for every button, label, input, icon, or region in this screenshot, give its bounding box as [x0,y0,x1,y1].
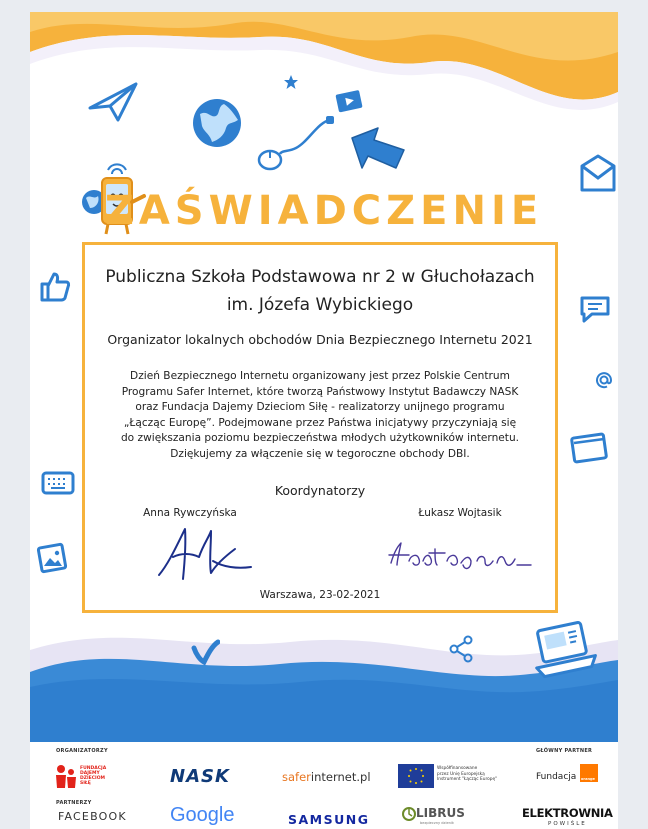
video-icon [335,88,365,114]
eu-line: Instrument "Łącząc Europę" [437,777,498,782]
body-line: Programu Safer Internet, które tworzą Państwowy Instytut Badawczy NASK [121,385,519,398]
school-name-line1: Publiczna Szkoła Podstawowa nr 2 w Głuchołazach [105,267,535,287]
fdds-line: SIŁĘ [80,781,91,786]
signature-1 [155,523,255,585]
certificate-frame [82,242,558,613]
eu-line: przez Unię Europejską [437,771,485,777]
certificate-subtitle: Organizator lokalnych obchodów Dnia Bezpiecznego Internetu 2021 [107,332,533,347]
mouse-cable-icon [248,112,338,172]
browser-window-icon [570,432,610,466]
fdds-line: DZIECIOM [80,776,106,781]
organizers-label: ORGANIZATORZY [56,748,108,754]
body-line: Dziękujemy za włączenie się w tegoroczne obchody DBI. [170,447,470,460]
coordinator-name-1: Anna Rywczyńska [143,507,237,519]
main-partner-label: GŁÓWNY PARTNER [536,748,593,754]
globe-icon [190,96,244,150]
eu-line: Współfinansowane [437,766,478,771]
school-name-line2: im. Józefa Wybickiego [226,295,414,315]
saferinternet-logo-safer: safer [282,770,311,784]
fdds-text [80,766,106,786]
place-and-date: Warszawa, 23-02-2021 [259,589,381,601]
thumbs-up-icon [38,270,72,304]
keyboard-icon [40,470,76,496]
certificate-title: ZAŚWIADCZENIE [104,188,544,234]
librus-tagline: bezpieczny dzienik [420,821,455,825]
certificate-body [85,369,555,463]
chat-bubble-icon [578,294,612,324]
fdds-logo-icon [54,764,78,790]
fundacja-orange-logo [536,772,576,782]
eu-text [437,766,497,783]
star-icon [283,74,299,90]
fundacja-text: Fundacja [536,772,577,782]
nask-logo: NASK [170,766,230,787]
footer-logos [30,742,618,829]
certificate-page [30,12,618,829]
saferinternet-logo-domain: internet.pl [310,770,371,784]
image-icon [36,542,70,576]
body-line: „Łącząc Europę”. Podejmowane przez Państwa inicjatywy przyczyniają się [123,416,517,429]
google-logo: Google [170,804,235,826]
saferinternet-logo [282,770,371,784]
body-line: oraz Fundacja Dajemy Dzieciom Siłę - realizatorzy unijnego programu [135,401,505,414]
librus-logo: LIBRUS [416,806,465,820]
laptop-icon [524,616,604,688]
facebook-logo: FACEBOOK [58,810,127,823]
checkmark-icon [190,638,220,666]
share-icon [448,634,474,664]
coordinators-heading: Koordynatorzy [274,483,366,498]
samsung-logo: SAMSUNG [288,812,370,827]
body-line: do zwiększania poziomu bezpieczeństwa młodych użytkowników internetu. [120,432,520,445]
elektrownia-logo: ELEKTROWNIA [522,806,613,820]
signature-2 [385,535,535,575]
librus-logo-icon [402,806,416,822]
eu-flag-icon [398,764,434,788]
orange-badge [580,764,598,782]
body-line: Dzień Bezpiecznego Internetu organizowany jest przez Polskie Centrum [130,370,510,382]
orange-badge-text: orange [581,777,595,781]
cursor-arrow-icon [348,124,414,180]
coordinator-name-2: Łukasz Wojtasik [418,507,502,519]
at-sign-icon [594,370,614,390]
fdds-line: DAJEMY [80,771,100,776]
powisle-text: POWIŚLE [548,821,587,827]
paper-plane-icon [88,80,138,124]
partners-label: PARTNERZY [56,800,92,806]
fdds-line: FUNDACJA [80,766,107,771]
